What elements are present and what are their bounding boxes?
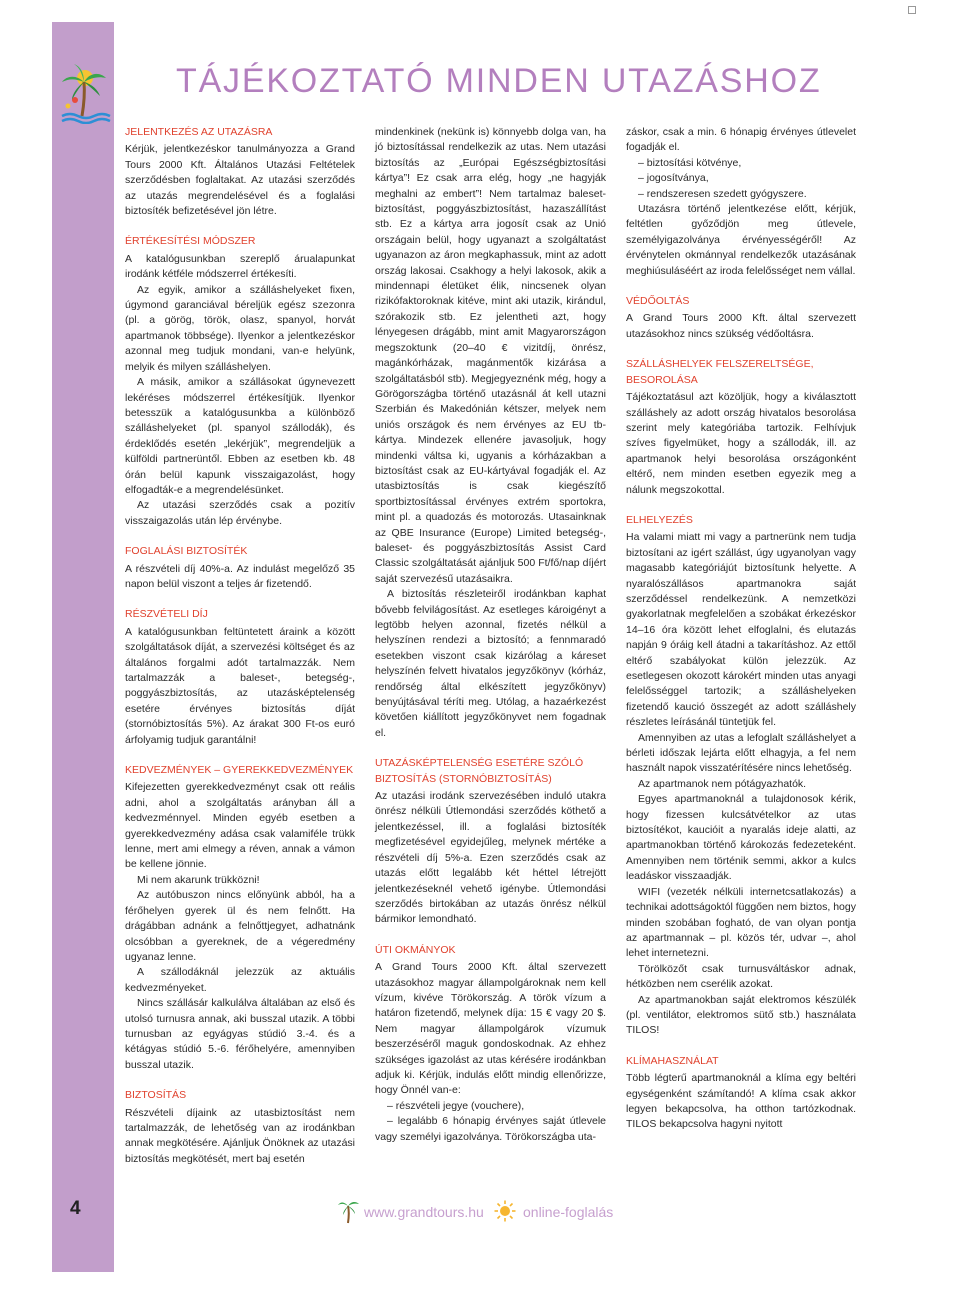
paragraph: A biztosítás részleteiről irodánkban kaphat bővebb felvilágosítást. Az esetleges károigényt a legtöbb helyen azonnal, fizetés nélkül a helyszínen rendezi a biztosító; a fennmaradó esetekben viszont csak kizárólag a káreset helyszínén felvett hivatalos jegyzőkönyv (kórház, rendőrség által elkészített jegyzőkönyv) benyújtásával téríti meg. Utólag, a hazaérkezést követően kiállított jegyzőkönyvet nem fogadnak el.: [375, 588, 606, 739]
paragraph: Kifejezetten gyerekkedvezményt csak ott reális adni, ahol a szolgáltatás arányban áll a kedvezménnyel. Minden egyéb esetben a gyerekkedvezmény adása csak valamiféle trükk lenne, mert ami elmegy a réven, annak a vámon be kellene jönnie.: [125, 781, 355, 871]
crop-mark: [908, 6, 916, 14]
paragraph: Nincs szállásár kalkulálva általában az első és utolsó turnusra annak, aki busszal utazik. A többi turnusban az egyágyas stúdió 3.-4. és a kétágyas stúdió 5.-6. férőhelyére, amennyiben busszal utazik.: [125, 997, 355, 1071]
section-heading: ELHELYEZÉS: [626, 513, 693, 526]
paragraph: A részvételi díj 40%-a. Az indulást megelőző 35 napon belül viszont a teljes ár fizetendő.: [125, 562, 355, 590]
side-color-strip: [52, 22, 114, 1272]
paragraph: Az egyik, amikor a szálláshelyeket fixen, úgymond garanciával béreljük egész szezonra (pl. a görög, török, olasz, spanyol, horvát apartmanok többsége). Ilyenkor a jelentkezéskor azonnal meg tudjuk mondani, van-e helyünk, melyik és milyen szálláshelyen.: [125, 283, 355, 373]
section-heading: JELENTKEZÉS AZ UTAZÁSRA: [125, 126, 273, 138]
website-link[interactable]: www.grandtours.hu: [364, 1204, 484, 1220]
section-heading: KEDVEZMÉNYEK – GYEREKKEDVEZMÉNYEK: [125, 764, 354, 777]
paragraph: Több légterű apartmanoknál a klíma egy beltéri egységenként számítandó! A klíma csak akkor legyen bekapcsolva, ha otthon tartózkodnak. TILOS bekapcsolva hagyni nyitott: [626, 1072, 856, 1131]
column-1: [125, 125, 355, 1167]
list-item: – részvételi jegye (vouchere),: [387, 1099, 525, 1112]
paragraph: záskor, csak a min. 6 hónapig érvényes útlevelet fogadják el.: [626, 126, 856, 154]
paragraph: A másik, amikor a szállásokat úgynevezett lekéréses módszerrel értékesítjük. Ilyenkor betesszük a katalógusunkba a különböző szálláshelyeket (pl. spanyol szállodák), és érdeklődés esetén „lekérjük”, megrendeljük a külföldi partnerüntől. Ebben az esetben kb. 48 órán belül kapunk visszaigazolást, hogy elfogadták-e a megrendelésünket.: [125, 376, 355, 496]
page-number: 4: [70, 1198, 81, 1219]
list-item: – jogosítványa,: [638, 172, 709, 185]
paragraph: Az utazási irodánk szervezésében induló utakra önrész nélküli Útlemondási szerződés köthető a jelentkezéssel, ill. a foglalási biztosíték megfizetésével egyidejűleg, melynek mértéke a részvételi díj 5%-a. Ezen szerződés csak az utazás előtt legalább két héttel létrejött jelentkezéseknél vehető igénybe. Útlemondási szerződés birtokában az utazás önrész nélkül bármikor lemondható.: [375, 790, 606, 926]
section-heading: RÉSZVÉTELI DÍJ: [125, 608, 208, 621]
section-heading: UTAZÁSKÉPTELENSÉG ESETÉRE SZÓLÓ BIZTOSÍTÁS (STORNÓBIZTOSÍTÁS): [375, 757, 584, 785]
paragraph: Tájékoztatásul azt közöljük, hogy a kiválasztott szálláshely az adott ország hivatalos besorolása szerint mely kategóriába tartozik. Felhívjuk szíves figyelmüket, hogy a szállodák, ill. az apartmanok helyi besorolása országonként eltérő, nem minden esetben egyezik meg a nálunk megszokottal.: [626, 391, 856, 496]
column-3: [626, 125, 856, 1133]
paragraph: A Grand Tours 2000 Kft. által szervezett utazásokhoz magyar állampolgároknak nem kell vízum, kivéve Törökország. A török vízum a határon fizetendő, melynek díja: 15 € vagy 20 $. Nem magyar állampolgárok vízumuk beszerzéséről maguk gondoskodnak. Az ehhez szükséges igazolást az utas kérésére irodánkban adjuk ki. Kérjük, indulás előtt mindig ellenőrizze, hogy Önnél van-e:: [375, 961, 606, 1097]
paragraph: Részvételi díjaink az utasbiztosítást nem tartalmazzák, de lehetőség van az irodánkban annak megkötésére. Ajánljuk Önöknek az utazási biztosítás megkötését, mert baj esetén: [125, 1106, 355, 1165]
section-heading: KLÍMAHASZNÁLAT: [626, 1054, 719, 1067]
paragraph: A szállodáknál jelezzük az aktuális kedvezményeket.: [125, 966, 355, 994]
paragraph: WIFI (vezeték nélküli internetcsatlakozás) a technikai adottságoktól függően nem biztos, hogy minden szobában fogható, de van olyan pontja az apartmannak – pl. közös tér, udvar –, ahol lehet internetezni.: [626, 885, 856, 960]
section-heading: ÚTI OKMÁNYOK: [375, 943, 456, 956]
section-heading: ÉRTÉKESÍTÉSI MÓDSZER: [125, 235, 256, 248]
page-title: TÁJÉKOZTATÓ MINDEN UTAZÁSHOZ: [176, 62, 822, 100]
paragraph: A Grand Tours 2000 Kft. által szervezett utazásokhoz nincs szükség védőoltásra.: [626, 312, 856, 340]
paragraph: Az autóbuszon nincs előnyünk abból, ha a férőhelyen gyerek ül és nem felnőtt. Ha drágábban adnánk a felnőttjegyet, adhatnánk olcsóbban a gyereknek, de a végeredmény ugyanaz lenne.: [125, 889, 355, 963]
list-item: – legalább 6 hónapig érvényes saját útlevele vagy személyi igazolványa. Törökországba uta-: [375, 1115, 606, 1143]
section-heading: SZÁLLÁSHELYEK FELSZERELTSÉGE, BESOROLÁSA: [626, 358, 814, 386]
list-item: – biztosítási kötvénye,: [638, 156, 742, 169]
paragraph: Az apartmanok nem pótágyazhatók.: [638, 777, 807, 790]
paragraph: A katalógusunkban feltüntetett áraink a között szolgáltatások díját, a szervezési költséget és az általános forgalmi adót tartalmazzák. Nem tartalmazzák a baleset-, betegség-, poggyászbiztosítás, az utazásképtelenség esetére érvényes biztosítás díját (stornóbiztosítás 5%). Az árakat 300 Ft-os euró árfolyamig tudjuk garantálni!: [125, 625, 355, 746]
palm-tree-icon: [338, 1198, 360, 1224]
palm-island-logo-icon: [58, 60, 112, 124]
paragraph: Törölközőt csak turnusváltáskor adnak, hétközben nem cserélik azokat.: [626, 962, 856, 991]
paragraph: Mi nem akarunk trükközni!: [137, 873, 260, 886]
paragraph: Utazásra történő jelentkezése előtt, kérjük, feltétlen győződjön meg útlevele, személyigazolványa érvényességéről! Az érvénytelen okmánnyal rendelkezők utazásának meghiúsuláséért az iroda felelősséget nem vállal.: [626, 203, 856, 277]
paragraph: Az apartmanokban saját elektromos készülék (pl. ventilátor, elektromos sütő stb.) használata TILOS!: [626, 993, 856, 1037]
paragraph: Az utazási szerződés csak a pozitív visszaigazolás után lép érvénybe.: [125, 499, 355, 527]
column-2: [375, 125, 606, 1145]
section-heading: FOGLALÁSI BIZTOSÍTÉK: [125, 545, 248, 558]
sun-icon: [494, 1200, 516, 1222]
section-heading: VÉDŐOLTÁS: [626, 295, 690, 308]
list-item: – rendszeresen szedett gyógyszere.: [638, 187, 807, 200]
paragraph: Egyes apartmanoknál a tulajdonosok kérik, hogy fizessen kulcsátvételkor az utas biztosítékot, kaucióit a nyaralás ideje alatti, az apartmanokban történő károkozás fedezeteként. Amennyiben nem történik semmi, akkor a kulcs leadáskor visszaadják.: [626, 793, 856, 883]
paragraph: A katalógusunkban szereplő árualapunkat irodánk kétféle módszerrel értékesíti.: [125, 252, 355, 281]
paragraph: Amennyiben az utas a lefoglalt szálláshelyet a bérleti időszak lejárta előtt elhagyja, a fel nem használt napok visszatérítésére nincs lehetőség.: [626, 731, 856, 775]
paragraph: Ha valami miatt mi vagy a partnerünk nem tudja biztosítani az igért szállást, úgy ugyanolyan vagy magasabb kategóriájút biztosítunk helyette. A nyaralószállásos apartmanokra saját szerződéssel rendelkezünk. A nemzetközi gyakorlatnak megfelelően a szobákat érkezéskor 14–16 óra között lehet elfoglalni, és elutazás napján 9 óráig kell átadni a takarításhoz. Az ettől eltérő szabályokat külön jelezzük. Az esetlegesen okozott károkért minden utas anyagi felelősséggel tartozik; a szálláshelyeken fizetendő kaució összegét az adott szálláshely részletes leírásánál tüntetjük fel.: [626, 531, 856, 729]
paragraph: mindenkinek (nekünk is) könnyebb dolga van, ha jó biztosítással rendelkezik az utas. Nem utazási biztosítás az „Európai Egészségbiztosítási kártya”! Ez csak arra elég, hogy „ne hagyják meghalni az embert”! Nem tartalmaz baleset-biztosítást, poggyászbiztosítást, hazaszállítást stb. Ez a kártya arra jogosít csak az Unió országain belül, hogy ugyanazt a szolgáltatást ugyanazon az áron megkaphassuk, mint az adott ország lakosai. Csakhogy a helyi lakosok, akik a mindennapi életüket élik, nincsenek olyan rizikófaktoroknak kitéve, mint aki utazik, kirándul, szórakozik stb. Ez jelentheti azt, hogy lényegesen drágább, mint amit Magyarországon megszoktunk (20–40 € vizitdíj, önrész, magánkórházak, magánmentők kizárása a szolgáltatásból stb). Megjegyeznénk még, hogy a Görögországba történő utazásnál át kell utazni Szerbián és Makedónián kétszer, melyek nem uniós országok és nem érvényes az EU tb-kártya. Mindezek ellenére javasoljuk, hogy mindenki váltsa ki, ugyanis a kórházakban a biztosítást csak az EU-kártyával fogadják el. Az utasbiztosítás is csak kiegészítő sportbiztosítással érvényes extrém sportokra, mint pl. a quadozás és motorozás. Utasainknak az QBE Insurance (Europe) Limited betegség-, baleset- és poggyászbiztosítás Assist Card Classic szolgáltatását ajánljuk 500 Ft/fő/nap díjért saját szervezésű utazásaikra.: [375, 126, 606, 585]
section-heading: BIZTOSÍTÁS: [125, 1089, 187, 1102]
online-booking-link[interactable]: online-foglalás: [523, 1204, 614, 1220]
paragraph: Kérjük, jelentkezéskor tanulmányozza a Grand Tours 2000 Kft. Általános Utazási Feltételek szerződésben foglaltakat. Az utazási szerződés az utazás megrendelésével és a foglalási biztosíték befizetésével jön létre.: [125, 143, 355, 218]
